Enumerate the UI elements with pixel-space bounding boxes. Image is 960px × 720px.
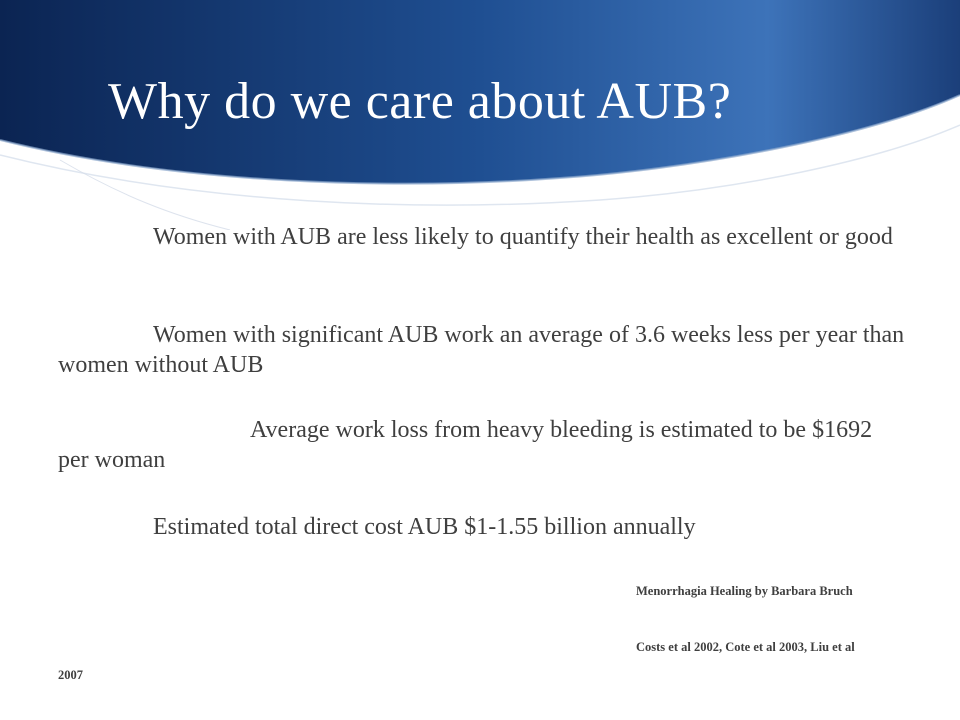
- paragraph-text: Average work loss from heavy bleeding is estimated to be $1692 per woman: [58, 417, 873, 473]
- citation-source-2: Costs et al 2002, Cote et al 2003, Liu et al: [636, 640, 855, 654]
- paragraph-text: Women with significant AUB work an average of 3.6 weeks less per year than women without AUB: [58, 322, 905, 378]
- paragraph-work-weeks: [58, 320, 908, 380]
- citation-source-1: Menorrhagia Healing by Barbara Bruch: [636, 584, 853, 598]
- paragraph-text: Estimated total direct cost AUB $1-1.55 billion annually: [153, 514, 696, 540]
- paragraph-health-perception: [58, 222, 908, 252]
- paragraph-total-cost: [58, 512, 908, 542]
- paragraph-text: Women with AUB are less likely to quantify their health as excellent or good: [153, 224, 893, 250]
- paragraph-work-loss-cost: [58, 415, 908, 475]
- citation-source-2-year: 2007: [58, 668, 83, 682]
- slide-title: Why do we care about AUB?: [108, 73, 732, 130]
